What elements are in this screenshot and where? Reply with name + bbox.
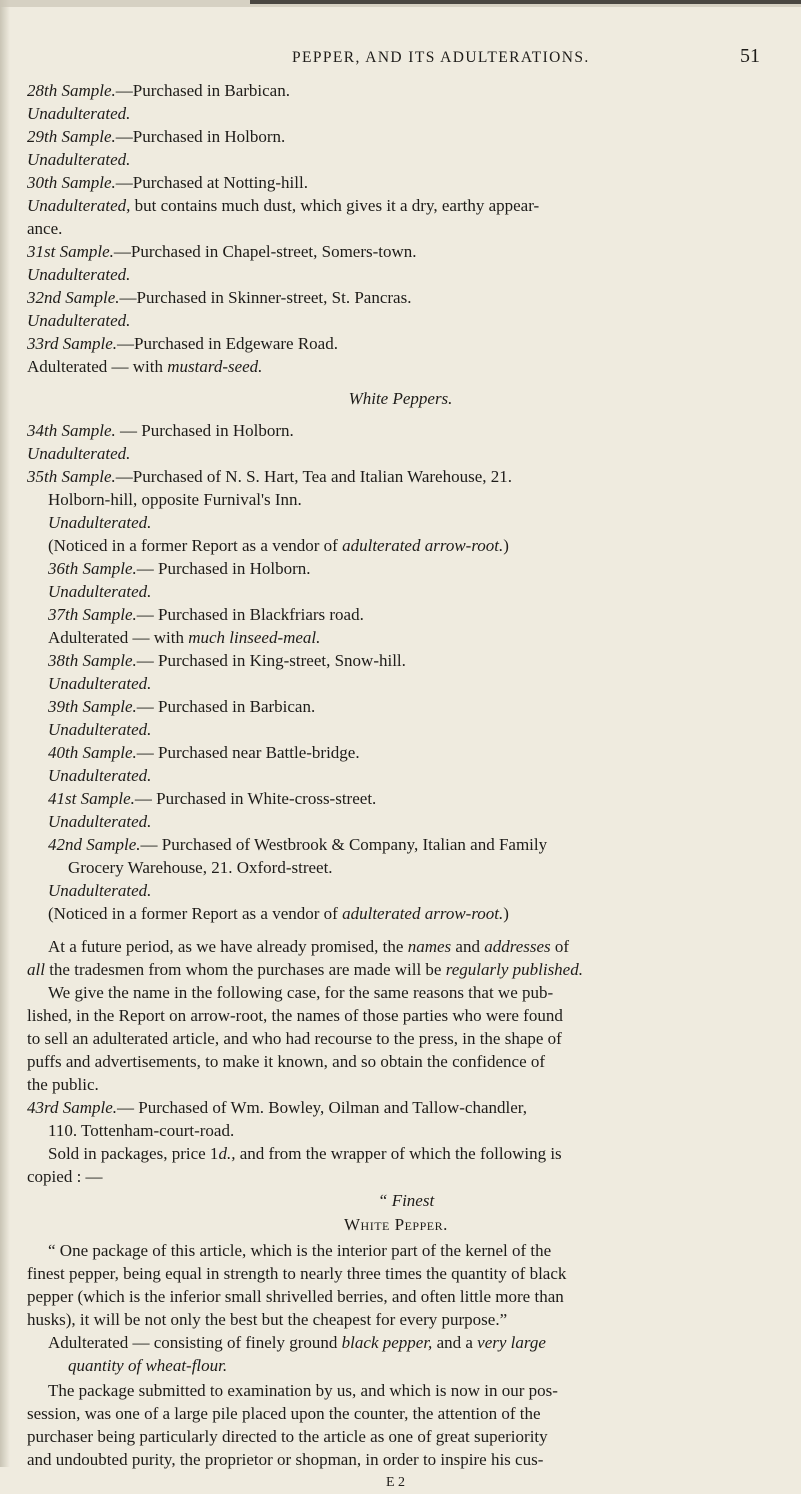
page-binding-shadow xyxy=(0,0,10,1467)
sample-label: 38th Sample. xyxy=(48,651,137,670)
paragraph-line: purchaser being particularly directed to the article as one of great superiority xyxy=(27,1427,548,1446)
purchase-text-cont: Holborn-hill, opposite Furnival's Inn. xyxy=(48,490,302,509)
note-plain: (Noticed in a former Report as a vendor of xyxy=(48,536,338,555)
sample-label: 40th Sample. xyxy=(48,743,137,762)
italic-run: names xyxy=(407,937,452,956)
purchase-text: — Purchased in Holborn. xyxy=(120,421,294,440)
sample-entry xyxy=(48,787,376,810)
italic-run: regularly published. xyxy=(445,960,583,979)
status-text: Unadulterated. xyxy=(48,766,152,785)
status-text: Unadulterated. xyxy=(48,881,152,900)
paragraph-line: to sell an adulterated article, and who had recourse to the press, in the shape of xyxy=(27,1029,562,1048)
sample-entry xyxy=(27,79,290,102)
status-text xyxy=(48,626,320,649)
purchase-text-cont: 110. Tottenham-court-road. xyxy=(48,1121,235,1140)
purchase-text: —Purchased in Barbican. xyxy=(115,81,290,100)
text-run: Sold in packages, price 1 xyxy=(48,1144,219,1163)
sample-entry xyxy=(48,695,315,718)
running-head: PEPPER, AND ITS ADULTERATIONS. xyxy=(292,49,590,66)
purchase-text: — Purchased in Barbican. xyxy=(136,697,316,716)
paragraph-line xyxy=(27,958,583,981)
italic-run: all xyxy=(27,960,45,979)
wrapper-finest: “ Finest xyxy=(378,1191,435,1210)
sample-label: 35th Sample. xyxy=(27,467,116,486)
purchase-text: —Purchased in Holborn. xyxy=(115,127,286,146)
text-run: the tradesmen from whom the purchases are made will be xyxy=(49,960,442,979)
sample-entry xyxy=(27,332,338,355)
adulterant: much linseed-meal. xyxy=(188,628,321,647)
quote-line: husks), it will be not only the best but the cheapest for every purpose.” xyxy=(27,1310,508,1329)
sample-label: 30th Sample. xyxy=(27,173,116,192)
section-heading: White Peppers. xyxy=(348,389,453,408)
note-text xyxy=(48,534,509,557)
sample-label: 32nd Sample. xyxy=(27,288,120,307)
signature-mark: E 2 xyxy=(386,1475,406,1490)
paragraph-line: and undoubted purity, the proprietor or shopman, in order to inspire his cus- xyxy=(27,1450,544,1469)
paragraph-line: The package submitted to examination by us, and which is now in our pos- xyxy=(48,1381,558,1400)
sample-entry xyxy=(27,240,417,263)
note-close: ) xyxy=(503,904,509,923)
quote-line: finest pepper, being equal in strength to nearly three times the quantity of black xyxy=(27,1264,567,1283)
note-plain: (Noticed in a former Report as a vendor of xyxy=(48,904,338,923)
status-detail-cont: ance. xyxy=(27,219,63,238)
note-text xyxy=(48,902,509,925)
copied-text: copied : — xyxy=(27,1167,103,1186)
purchase-text: —Purchased at Notting-hill. xyxy=(115,173,308,192)
status-detail: but contains much dust, which gives it a dry, earthy appear- xyxy=(134,196,540,215)
purchase-text: —Purchased in Chapel-street, Somers-town. xyxy=(113,242,417,261)
sample-label: 43rd Sample. xyxy=(27,1098,118,1117)
status-text: Unadulterated. xyxy=(48,674,152,693)
quote-line: “ One package of this article, which is the interior part of the kernel of the xyxy=(48,1241,552,1260)
text-run: At a future period, as we have already promised, the xyxy=(48,937,404,956)
purchase-text: — Purchased of Wm. Bowley, Oilman and Tallow-chandler, xyxy=(117,1098,527,1117)
adulterant: quantity of wheat-flour. xyxy=(68,1356,228,1375)
italic-run: d., xyxy=(218,1144,236,1163)
purchase-text: — Purchased in King-street, Snow-hill. xyxy=(136,651,406,670)
status-plain: Adulterated — with xyxy=(27,357,163,376)
paragraph-line xyxy=(48,935,569,958)
status-text xyxy=(27,355,262,378)
status-plain: Adulterated — with xyxy=(48,628,184,647)
italic-run: very large xyxy=(477,1333,546,1352)
paragraph-line: the public. xyxy=(27,1075,99,1094)
note-close: ) xyxy=(503,536,509,555)
italic-run: addresses xyxy=(484,937,551,956)
sample-label: 37th Sample. xyxy=(48,605,137,624)
status-text: Unadulterated. xyxy=(48,513,152,532)
note-italic: adulterated arrow-root. xyxy=(342,536,504,555)
purchase-text: — Purchased in Holborn. xyxy=(136,559,311,578)
paragraph-line: lished, in the Report on arrow-root, the names of those parties who were found xyxy=(27,1006,563,1025)
purchase-text: —Purchased in Edgeware Road. xyxy=(117,334,338,353)
sample-entry xyxy=(48,649,406,672)
status-text: Unadulterated. xyxy=(27,265,131,284)
sample-label: 36th Sample. xyxy=(48,559,137,578)
page-top-edge xyxy=(0,0,801,7)
status-text: Unadulterated. xyxy=(48,582,152,601)
sample-entry xyxy=(48,741,360,764)
sample-entry xyxy=(27,1096,527,1119)
page-number: 51 xyxy=(740,45,760,67)
paragraph-line: session, was one of a large pile placed upon the counter, the attention of the xyxy=(27,1404,541,1423)
sample-entry xyxy=(48,557,311,580)
purchase-text: —Purchased of N. S. Hart, Tea and Italian Warehouse, 21. xyxy=(115,467,512,486)
sample-label: 29th Sample. xyxy=(27,127,116,146)
status-text xyxy=(48,1331,546,1354)
paragraph-line: We give the name in the following case, for the same reasons that we pub- xyxy=(48,983,554,1002)
sold-text xyxy=(48,1142,562,1165)
purchase-text: — Purchased in White-cross-street. xyxy=(134,789,377,808)
sample-entry xyxy=(27,171,308,194)
text-run: and a xyxy=(436,1333,473,1352)
italic-run: black pepper, xyxy=(341,1333,433,1352)
status-text: Unadulterated. xyxy=(48,720,152,739)
page-header xyxy=(20,45,760,71)
status-text: Unadulterated. xyxy=(27,311,131,330)
quote-line: pepper (which is the inferior small shrivelled berries, and often little more than xyxy=(27,1287,564,1306)
text-run: of xyxy=(554,937,570,956)
text-run: and xyxy=(455,937,480,956)
status-text: Unadulterated. xyxy=(27,104,131,123)
sample-label: 28th Sample. xyxy=(27,81,116,100)
purchase-text: — Purchased of Westbrook & Company, Italian and Family xyxy=(140,835,548,854)
text-run: Adulterated — consisting of finely ground xyxy=(48,1333,338,1352)
sample-label: 34th Sample. xyxy=(27,421,116,440)
text-run: and from the wrapper of which the following is xyxy=(239,1144,562,1163)
paragraph-line: puffs and advertisements, to make it known, and so obtain the confidence of xyxy=(27,1052,546,1071)
sample-label: 41st Sample. xyxy=(48,789,135,808)
sample-label: 31st Sample. xyxy=(27,242,114,261)
status-text xyxy=(27,194,539,217)
sample-label: 39th Sample. xyxy=(48,697,137,716)
status-text: Unadulterated. xyxy=(27,444,131,463)
wrapper-title: White Pepper. xyxy=(344,1215,448,1234)
note-italic: adulterated arrow-root. xyxy=(342,904,504,923)
sample-entry xyxy=(27,286,411,309)
purchase-text: — Purchased near Battle-bridge. xyxy=(136,743,360,762)
sample-entry xyxy=(27,125,285,148)
sample-entry xyxy=(48,833,547,856)
purchase-text-cont: Grocery Warehouse, 21. Oxford-street. xyxy=(68,858,333,877)
purchase-text: —Purchased in Skinner-street, St. Pancras. xyxy=(119,288,412,307)
sample-label: 33rd Sample. xyxy=(27,334,118,353)
sample-entry xyxy=(48,603,364,626)
adulterant: mustard-seed. xyxy=(167,357,263,376)
sample-entry xyxy=(27,465,767,488)
status-text: Unadulterated. xyxy=(27,150,131,169)
status-text: Unadulterated. xyxy=(48,812,152,831)
sample-label: 42nd Sample. xyxy=(48,835,141,854)
purchase-text: — Purchased in Blackfriars road. xyxy=(136,605,364,624)
sample-entry xyxy=(27,419,294,442)
status-italic: Unadulterated, xyxy=(27,196,131,215)
